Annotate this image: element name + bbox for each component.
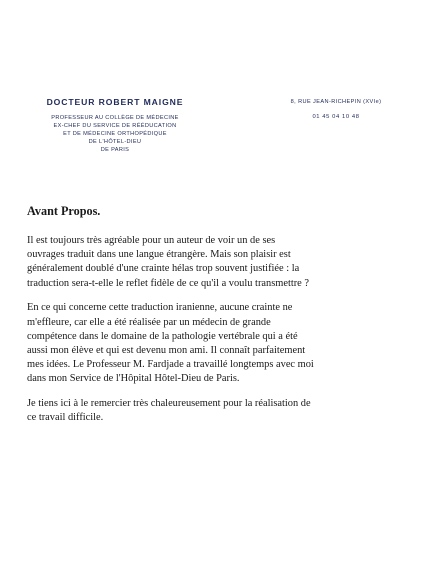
text-line: Il est toujours très agréable pour un auteur de voir un de ses <box>27 235 276 246</box>
office-address: 8, RUE JEAN-RICHEPIN (XVIe) <box>290 99 382 105</box>
letterhead-right <box>288 99 384 120</box>
text-line: En ce qui concerne cette traduction iranienne, aucune crainte ne <box>27 302 293 314</box>
letter-title: Avant Propos. <box>27 204 101 218</box>
credential-line: EX-CHEF DU SERVICE DE RÉÉDUCATION <box>53 122 177 129</box>
text-line: généralement doublé d'une crainte hélas trop souvent justifiée : la <box>27 263 300 275</box>
phone-number: 01 45 04 10 48 <box>312 114 360 120</box>
credential-line: DE L'HÔTEL-DIEU <box>88 138 142 145</box>
letter-body <box>27 204 397 436</box>
text-line: traduction sera-t-elle le reflet fidèle de ce qu'il a voulu transmettre ? <box>27 277 309 289</box>
text-line: dans mon Service de l'Hôpital Hôtel-Dieu de Paris. <box>27 373 240 385</box>
paragraph-thanks <box>27 397 397 425</box>
paragraph-translation <box>27 301 397 386</box>
text-line: compétence dans le domaine de la pathologie vertébrale qui a été <box>27 330 298 342</box>
paragraph-intro <box>27 234 397 291</box>
text-line: Je tiens ici à le remercier très chaleureusement pour la réalisation de <box>27 398 311 410</box>
text-line: m'effleure, car elle a été réalisée par un médecin de grande <box>27 316 271 328</box>
text-line: ouvrages traduit dans une langue étrangère. Mais son plaisir est <box>27 249 291 261</box>
letterhead-left <box>14 97 216 155</box>
credential-line: PROFESSEUR AU COLLÈGE DE MÉDECINE <box>51 115 179 121</box>
text-line: mes idées. Le Professeur M. Fardjade a travaillé longtemps avec moi <box>27 359 314 371</box>
doctor-name: DOCTEUR ROBERT MAIGNE <box>46 97 184 107</box>
credential-line: DE PARIS <box>100 146 130 153</box>
credential-line: ET DE MÉDECINE ORTHOPÉDIQUE <box>63 130 167 137</box>
text-line: ce travail difficile. <box>27 412 104 424</box>
text-line: aussi mon élève et qui est devenu mon ami. Il connaît parfaitement <box>27 344 306 356</box>
